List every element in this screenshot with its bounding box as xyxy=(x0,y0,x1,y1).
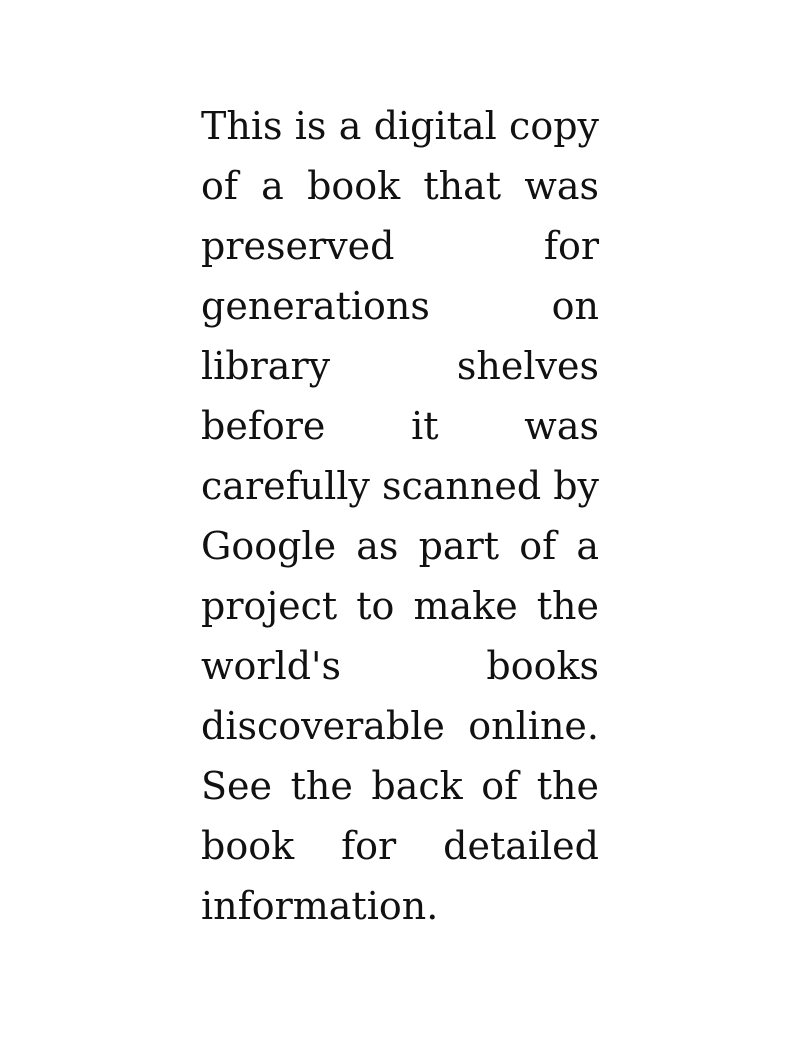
digitization-notice: This is a digital copy of a book that was preserved for generations on library shelves before it was carefully scanned by Google as part of a project to make the world's books discoverable online. See the back of the book for detailed information. xyxy=(201,104,599,928)
